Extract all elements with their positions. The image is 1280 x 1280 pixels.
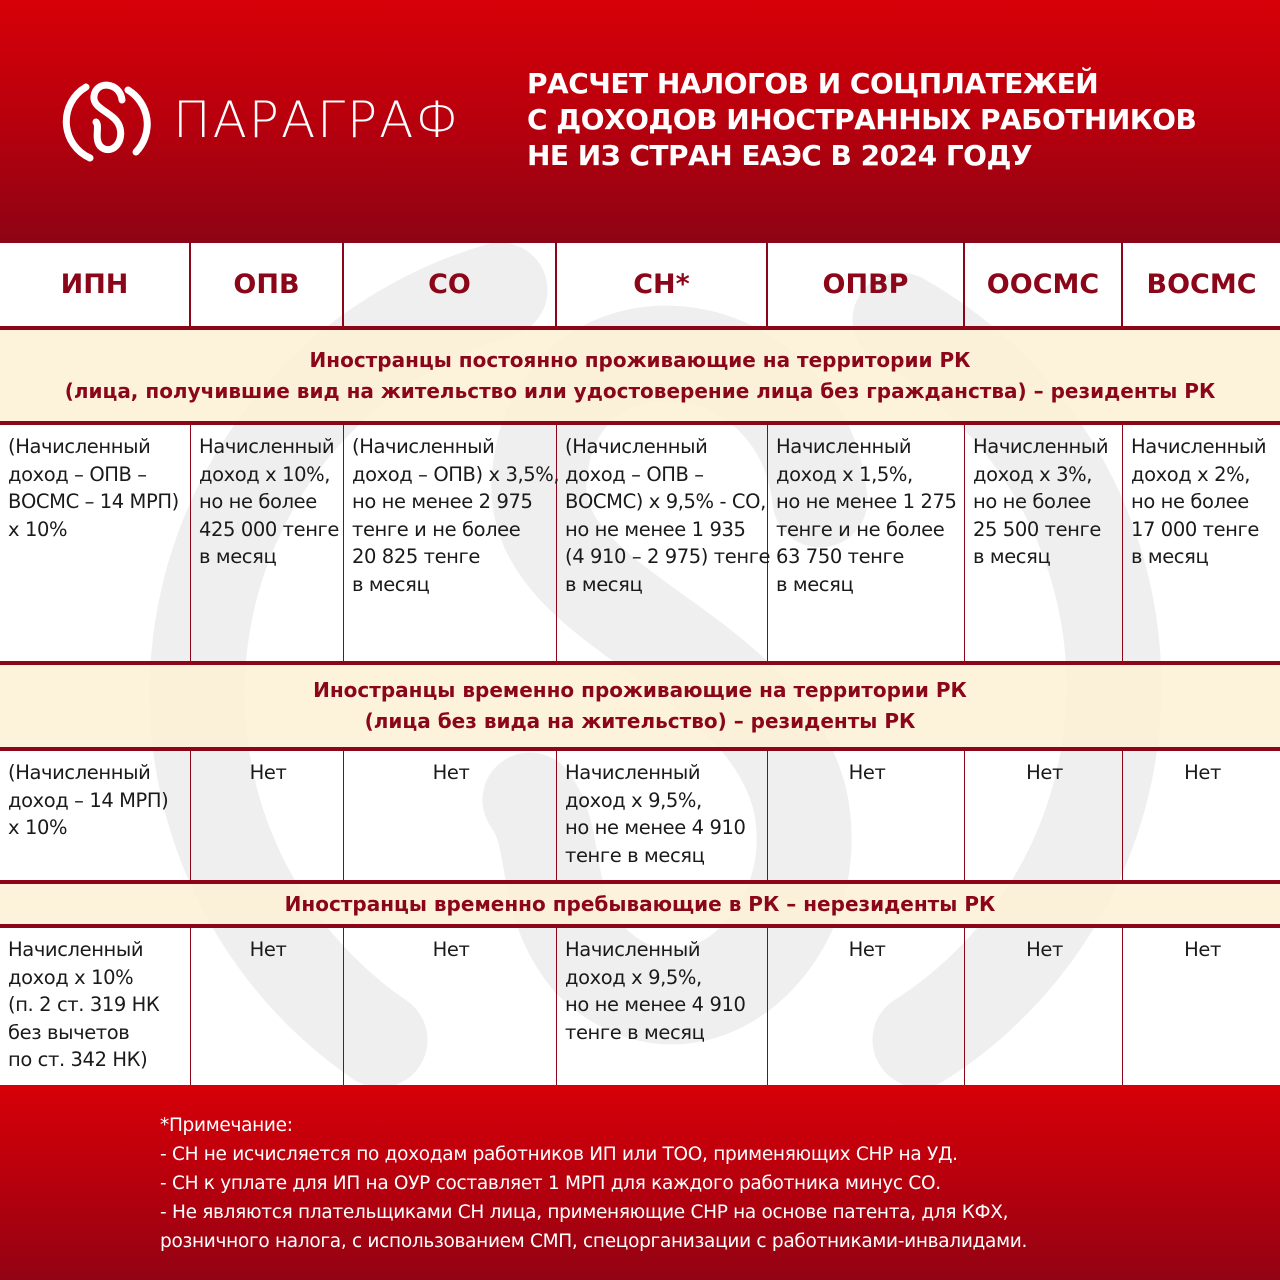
table-cell-sn bbox=[557, 928, 768, 1085]
cell-line: (Начисленный bbox=[8, 435, 151, 458]
cell-line: х 10% bbox=[8, 816, 68, 839]
cell-line: но не менее 4 910 bbox=[565, 816, 746, 839]
section-heading-line: (лица, получившие вид на жительство или удостоверение лица без гражданства) – резиденты РК bbox=[64, 378, 1216, 403]
section-heading-temporary-residents bbox=[0, 665, 1280, 751]
cell-line: тенге и не более bbox=[352, 517, 521, 541]
table-cell-oosms bbox=[965, 928, 1123, 1085]
cell-line: в месяц bbox=[565, 572, 643, 596]
brand-name: ПАРАГРАФ bbox=[173, 91, 461, 149]
section-heading-line: Иностранцы временно проживающие на территории РК bbox=[313, 678, 967, 702]
cell-line: Нет bbox=[1184, 938, 1221, 961]
cell-line: в месяц bbox=[199, 545, 277, 568]
cell-line: в месяц bbox=[973, 545, 1051, 568]
cell-line: ВОСМС – 14 МРП) bbox=[8, 490, 179, 513]
cell-line: доход х 9,5%, bbox=[565, 965, 702, 989]
cell-line: в месяц bbox=[776, 572, 854, 596]
cell-line: Начисленный bbox=[1131, 435, 1267, 458]
footnote bbox=[160, 1111, 1027, 1256]
cell-line: Нет bbox=[848, 761, 886, 784]
cell-line: доход х 2%, bbox=[1131, 462, 1251, 486]
cell-line: (Начисленный bbox=[565, 435, 708, 458]
cell-line: тенге в месяц bbox=[565, 843, 705, 867]
column-header-opvr: ОПВР bbox=[768, 243, 965, 326]
section-heading-nonresidents bbox=[0, 884, 1280, 928]
cell-line: тенге в месяц bbox=[565, 1020, 705, 1044]
cell-line: но не более bbox=[199, 490, 317, 513]
cell-line: Нет bbox=[1184, 761, 1221, 784]
cell-line: доход х 1,5%, bbox=[776, 462, 913, 486]
title-line: С ДОХОДОВ ИНОСТРАННЫХ РАБОТНИКОВ bbox=[527, 103, 1197, 136]
footnote-line: - Не являются плательщиками СН лица, применяющие СНР на основе патента, для КФХ, bbox=[160, 1202, 1009, 1223]
cell-line: Нет bbox=[1026, 761, 1063, 784]
cell-line: Нет bbox=[432, 761, 470, 784]
cell-line: доход – ОПВ) х 3,5%, bbox=[352, 462, 560, 486]
cell-line: но не более bbox=[1131, 490, 1249, 513]
paragraph-s-circle-icon bbox=[56, 70, 156, 170]
table-cell-opvr bbox=[768, 425, 965, 661]
cell-line: (Начисленный bbox=[8, 761, 151, 784]
cell-line: Нет bbox=[432, 938, 470, 961]
column-header-so: СО bbox=[344, 243, 557, 326]
footnote-line: - СН не исчисляется по доходам работников ИП или ТОО, применяющих СНР на УД. bbox=[160, 1144, 958, 1165]
column-header-opv: ОПВ bbox=[191, 243, 344, 326]
cell-line: 20 825 тенге bbox=[352, 545, 480, 568]
table-row bbox=[0, 425, 1280, 665]
cell-line: доход – ОПВ – bbox=[8, 462, 147, 486]
cell-line: но не менее 4 910 bbox=[565, 993, 746, 1016]
table-cell-vosms bbox=[1123, 425, 1280, 661]
cell-line: (4 910 – 2 975) тенге bbox=[565, 545, 771, 568]
page-title bbox=[527, 66, 1196, 174]
cell-line: Нет bbox=[249, 761, 287, 784]
table-cell-opv bbox=[191, 928, 344, 1085]
cell-line: доход х 10% bbox=[8, 965, 134, 989]
table-cell-oosms bbox=[965, 425, 1123, 661]
table-cell-ipn bbox=[0, 425, 191, 661]
table-cell-so bbox=[344, 751, 557, 880]
header-banner bbox=[0, 0, 1280, 240]
cell-line: Начисленный bbox=[973, 435, 1109, 458]
column-header-ipn: ИПН bbox=[0, 243, 191, 326]
table-cell-opvr bbox=[768, 751, 965, 880]
table-cell-opv bbox=[191, 751, 344, 880]
section-heading-line: (лица без вида на жительство) – резиденты РК bbox=[364, 709, 916, 733]
cell-line: но не менее 2 975 bbox=[352, 490, 533, 513]
table-row bbox=[0, 928, 1280, 1085]
cell-line: доход х 9,5%, bbox=[565, 788, 702, 812]
cell-line: Нет bbox=[249, 938, 287, 961]
cell-line: без вычетов bbox=[8, 1020, 130, 1044]
section-heading-line: Иностранцы постоянно проживающие на территории РК bbox=[309, 347, 971, 372]
cell-line: Начисленный bbox=[565, 761, 701, 784]
section-heading-line: Иностранцы временно пребывающие в РК – нерезиденты РК bbox=[284, 891, 996, 916]
column-header-oosms: ООСМС bbox=[965, 243, 1123, 326]
cell-line: 425 000 тенге bbox=[199, 517, 339, 541]
table-row bbox=[0, 751, 1280, 884]
cell-line: ВОСМС) х 9,5% - СО, bbox=[565, 490, 766, 513]
cell-line: (Начисленный bbox=[352, 435, 495, 458]
table-cell-sn bbox=[557, 425, 771, 661]
column-header-vosms: ВОСМС bbox=[1146, 269, 1257, 300]
cell-line: Начисленный bbox=[565, 938, 701, 961]
cell-line: доход х 10%, bbox=[199, 462, 331, 486]
cell-line: Начисленный bbox=[776, 435, 912, 458]
table-cell-so bbox=[344, 928, 557, 1085]
footnote-line: розничного налога, с использованием СМП, спецорганизации с работниками-инвалидами. bbox=[160, 1231, 1028, 1252]
cell-line: х 10% bbox=[8, 517, 68, 541]
table-cell-opv bbox=[191, 425, 344, 661]
cell-line: Начисленный bbox=[199, 435, 335, 458]
cell-line: доход х 3%, bbox=[973, 462, 1093, 486]
cell-line: доход – ОПВ – bbox=[565, 462, 704, 486]
table-cell-vosms bbox=[1123, 928, 1280, 1085]
table-cell-ipn bbox=[0, 751, 191, 880]
cell-line: но не менее 1 275 bbox=[776, 490, 957, 513]
section-heading-permanent-residents bbox=[0, 330, 1280, 425]
tax-table bbox=[0, 240, 1280, 1085]
cell-line: но не менее 1 935 bbox=[565, 517, 746, 541]
table-cell-ipn bbox=[0, 928, 191, 1085]
footnote-line: - СН к уплате для ИП на ОУР составляет 1 МРП для каждого работника минус СО. bbox=[160, 1173, 941, 1194]
table-cell-oosms bbox=[965, 751, 1123, 880]
cell-line: Нет bbox=[848, 938, 886, 961]
column-header-row bbox=[0, 240, 1280, 330]
title-line: НЕ ИЗ СТРАН ЕАЭС В 2024 ГОДУ bbox=[527, 139, 1032, 172]
cell-line: 25 500 тенге bbox=[973, 517, 1101, 541]
cell-line: в месяц bbox=[1131, 545, 1209, 568]
column-header-sn: СН* bbox=[557, 243, 768, 326]
table-cell-so bbox=[344, 425, 560, 661]
cell-line: тенге и не более bbox=[776, 517, 945, 541]
cell-line: но не более bbox=[973, 490, 1091, 513]
title-line: РАСЧЕТ НАЛОГОВ И СОЦПЛАТЕЖЕЙ bbox=[527, 67, 1099, 100]
cell-line: 63 750 тенге bbox=[776, 545, 904, 568]
cell-line: Начисленный bbox=[8, 938, 144, 961]
cell-line: 17 000 тенге bbox=[1131, 517, 1259, 541]
table-cell-opvr bbox=[768, 928, 965, 1085]
table-cell-vosms bbox=[1123, 751, 1280, 880]
footnote-banner bbox=[0, 1085, 1280, 1280]
table-cell-sn bbox=[557, 751, 768, 880]
cell-line: Нет bbox=[1026, 938, 1063, 961]
cell-line: по ст. 342 НК) bbox=[8, 1048, 148, 1071]
footnote-title: *Примечание: bbox=[160, 1115, 293, 1136]
cell-line: в месяц bbox=[352, 572, 430, 596]
cell-line: (п. 2 ст. 319 НК bbox=[8, 993, 160, 1016]
cell-line: доход – 14 МРП) bbox=[8, 788, 169, 812]
